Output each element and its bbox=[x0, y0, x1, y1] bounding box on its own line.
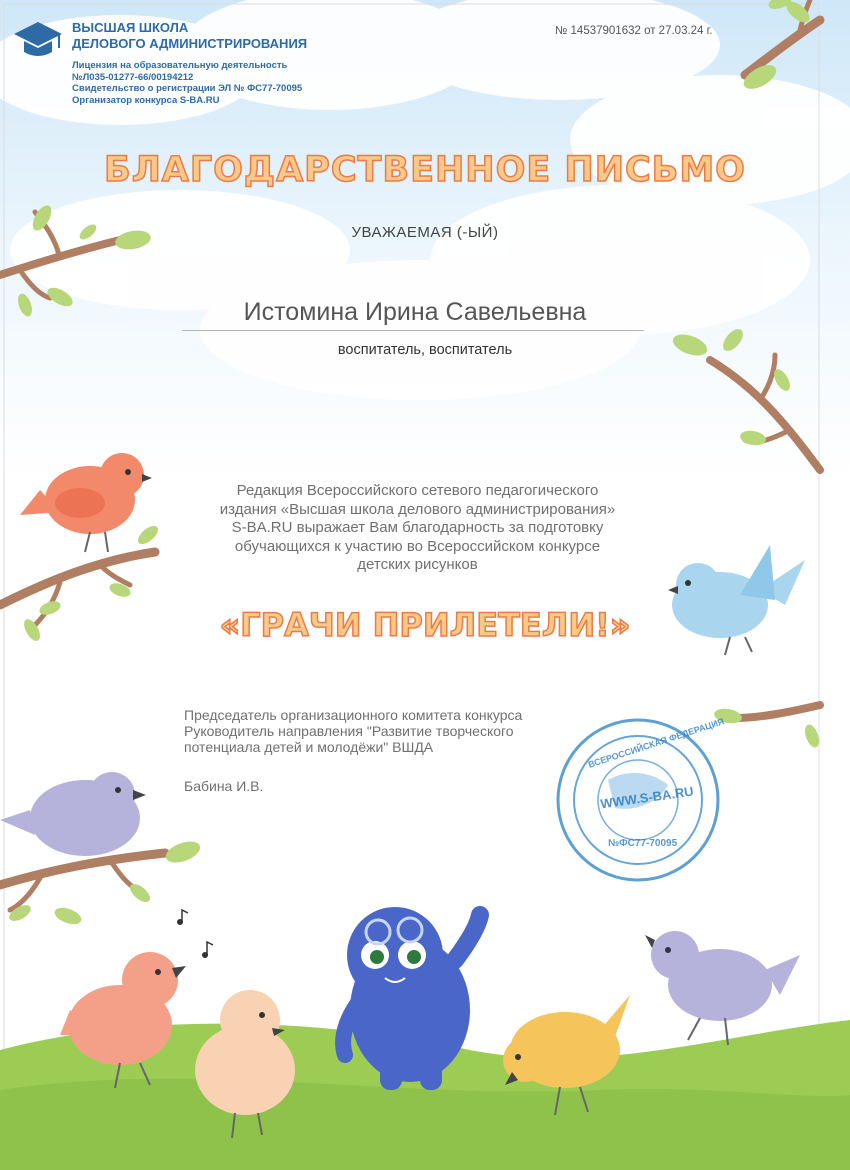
contest-name: «ГРАЧИ ПРИЛЕТЕЛИ!» bbox=[219, 606, 631, 644]
letter-title: БЛАГОДАРСТВЕННОЕ ПИСЬМО bbox=[104, 150, 746, 190]
org-name-line1: ВЫСШАЯ ШКОЛА bbox=[72, 20, 189, 35]
bird-purple-left bbox=[0, 772, 140, 856]
organizer-line: Организатор конкурса S-BA.RU bbox=[72, 94, 220, 106]
music-note-icon bbox=[177, 910, 213, 958]
license-line: Лицензия на образовательную деятельность bbox=[72, 60, 288, 71]
salutation: УВАЖАЕМАЯ (-ЫЙ) bbox=[351, 224, 499, 241]
license-block bbox=[72, 60, 372, 106]
bird-pink bbox=[60, 952, 178, 1065]
bird-purple-right bbox=[651, 931, 800, 1021]
body-line: издания «Высшая школа делового администрирования» bbox=[219, 500, 616, 518]
bird-peach bbox=[195, 990, 295, 1115]
signature-block bbox=[184, 707, 614, 755]
registration-line: Свидетельство о регистрации ЭЛ № ФС77-70095 bbox=[72, 83, 303, 94]
body-line: Редакция Всероссийского сетевого педагогического bbox=[236, 482, 599, 499]
signature-line: Руководитель направления "Развитие творческого bbox=[184, 723, 514, 739]
stamp-ring-text: ВСЕРОССИЙСКАЯ ФЕДЕРАЦИЯ bbox=[586, 716, 726, 770]
license-number: №Л035-01277-66/00194212 bbox=[72, 71, 194, 83]
signature-line: потенциала детей и молодёжи" ВШДА bbox=[184, 739, 434, 755]
recipient-position: воспитатель, воспитатель bbox=[337, 342, 513, 358]
body-line: обучающихся к участию во Всероссийском конкурсе bbox=[234, 537, 601, 555]
org-name-line2: ДЕЛОВОГО АДМИНИСТРИРОВАНИЯ bbox=[72, 36, 308, 51]
branch-left-low bbox=[0, 853, 165, 910]
recipient-name: Истомина Ирина Савельевна bbox=[243, 298, 587, 326]
stamp-bottom-text: №ФС77-70095 bbox=[608, 838, 678, 849]
signer-name: Бабина И.В. bbox=[184, 778, 264, 794]
body-line: детских рисунков bbox=[357, 556, 478, 573]
name-underline bbox=[182, 330, 644, 331]
stamp-center-text: WWW.S-BA.RU bbox=[599, 783, 695, 812]
letter-body bbox=[170, 482, 665, 575]
branch-right-low bbox=[735, 705, 820, 718]
signature-line: Председатель организационного комитета конкурса bbox=[184, 707, 523, 723]
body-line: S-BA.RU выражает Вам благодарность за подготовку bbox=[231, 519, 604, 536]
org-name bbox=[72, 20, 332, 52]
document-number: № 14537901632 от 27.03.24 г. bbox=[555, 25, 713, 37]
